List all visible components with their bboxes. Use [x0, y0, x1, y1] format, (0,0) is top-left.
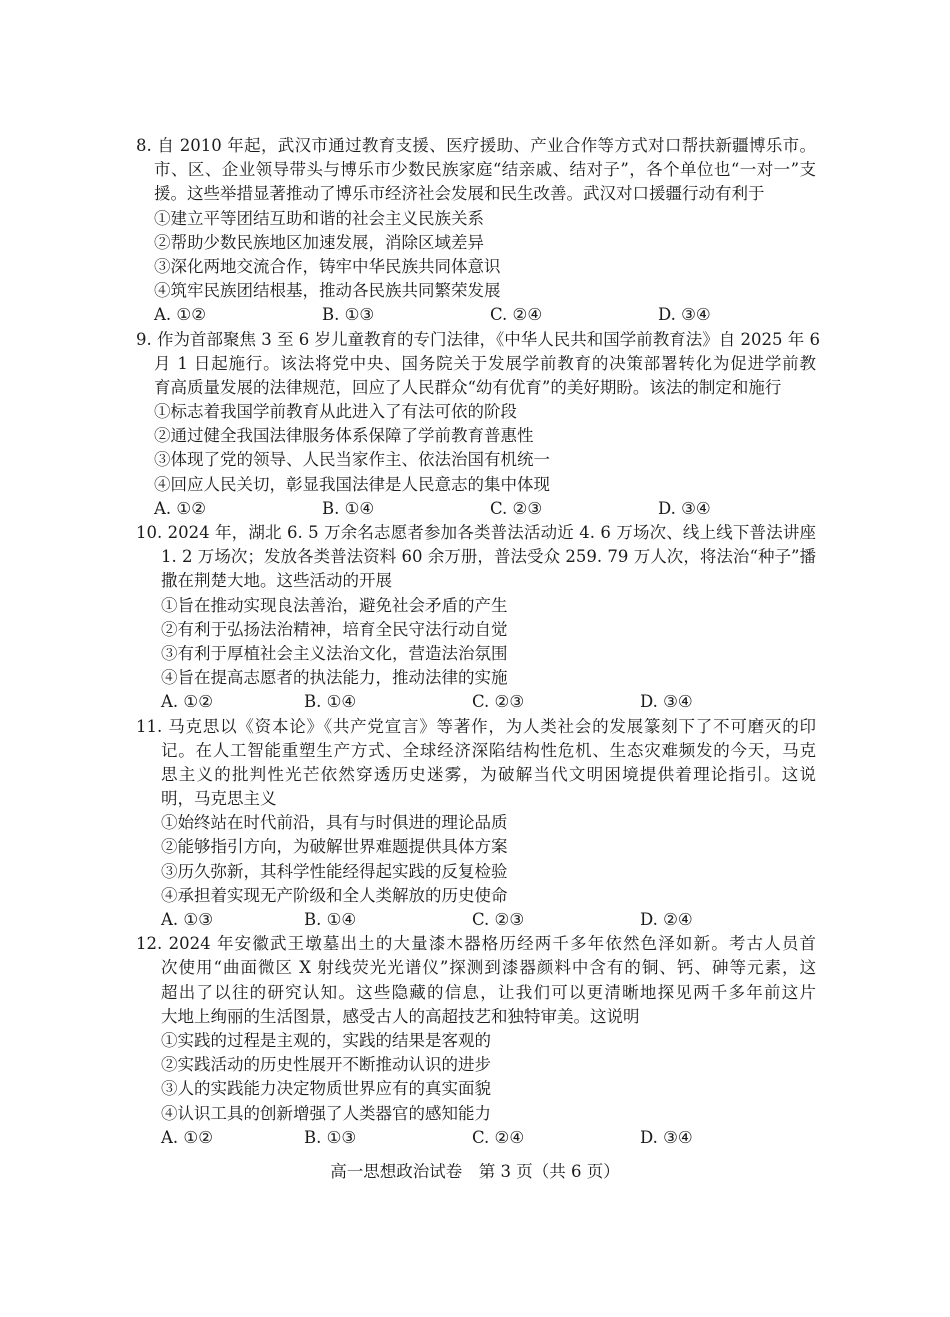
question-stem-line: 记。在人工智能重塑生产方式、全球经济深陷结构性危机、生态灾难频发的今天，马克 [161, 740, 816, 760]
statement-1: ①建立平等团结互助和谐的社会主义民族关系 [154, 208, 484, 228]
option-a[interactable]: A. ①② [161, 1127, 213, 1147]
option-c[interactable]: C. ②④ [490, 305, 543, 325]
statement-1: ①实践的过程是主观的，实践的结果是客观的 [161, 1030, 491, 1050]
statement-2: ②实践活动的历史性展开不断推动认识的进步 [161, 1055, 491, 1075]
answer-options [136, 908, 816, 932]
question-stem-line: 超出了以往的研究认知。这些隐藏的信息，让我们可以更清晰地探见两千多年前这片 [161, 982, 816, 1002]
statement-1: ①标志着我国学前教育从此进入了有法可依的阶段 [154, 402, 517, 422]
answer-options [136, 303, 816, 327]
question-11 [136, 715, 816, 933]
statement-4: ④承担着实现无产阶级和全人类解放的历史使命 [161, 885, 508, 905]
statement-4: ④筑牢民族团结根基，推动各民族共同繁荣发展 [154, 281, 501, 301]
option-c[interactable]: C. ②③ [472, 910, 525, 929]
question-stem-line: 撒在荆楚大地。这些活动的开展 [161, 571, 392, 591]
statement-4: ④旨在提高志愿者的执法能力，推动法律的实施 [161, 668, 508, 688]
statement-3: ③有利于厚植社会主义法治文化，营造法治氛围 [161, 643, 508, 663]
question-stem-line: 10. 2024 年，湖北 6. 5 万余名志愿者参加各类普法活动近 4. 6 万场次、线上线下普法讲座 [136, 523, 816, 542]
question-stem-line: 大地上绚丽的生活图景，感受古人的高超技艺和独特审美。这说明 [161, 1006, 640, 1026]
page-footer: 高一思想政治试卷 第 3 页（共 6 页） [330, 1162, 620, 1181]
question-stem-line: 月 1 日起施行。该法将党中央、国务院关于发展学前教育的决策部署转化为促进学前教 [154, 353, 816, 373]
question-stem-line: 思主义的批判性光芒依然穿透历史迷雾，为破解当代文明困境提供着理论指引。这说 [161, 764, 816, 784]
option-c[interactable]: C. ②③ [490, 498, 543, 518]
question-stem-line: 1. 2 万场次；发放各类普法资料 60 余万册，普法受众 259. 79 万人次，将法治“种子”播 [161, 547, 816, 567]
question-stem-line: 市、区、企业领导带头与博乐市少数民族家庭“结亲戚、结对子”，各个单位也“一对一”支 [154, 160, 816, 180]
statement-2: ②帮助少数民族地区加速发展，消除区域差异 [154, 232, 484, 252]
option-b[interactable]: B. ①③ [304, 1127, 357, 1147]
statement-1: ①旨在推动实现良法善治，避免社会矛盾的产生 [161, 595, 508, 615]
option-c[interactable]: C. ②④ [472, 1127, 525, 1147]
statement-2: ②通过健全我国法律服务体系保障了学前教育普惠性 [154, 426, 534, 446]
answer-options [136, 690, 816, 714]
option-b[interactable]: B. ①④ [304, 910, 357, 929]
answer-options [136, 1126, 816, 1150]
option-d[interactable]: D. ③④ [640, 692, 693, 712]
option-b[interactable]: B. ①④ [322, 498, 375, 518]
statement-4: ④认识工具的创新增强了人类器官的感知能力 [161, 1103, 491, 1123]
option-a[interactable]: A. ①③ [161, 910, 213, 929]
statement-3: ③深化两地交流合作，铸牢中华民族共同体意识 [154, 256, 501, 276]
statement-3: ③体现了党的领导、人民当家作主、依法治国有机统一 [154, 450, 550, 470]
statement-3: ③人的实践能力决定物质世界应有的真实面貌 [161, 1079, 491, 1099]
statement-2: ②有利于弘扬法治精神，培育全民守法行动自觉 [161, 619, 508, 639]
option-a[interactable]: A. ①② [154, 498, 206, 518]
answer-options [136, 497, 816, 521]
option-a[interactable]: A. ①② [154, 305, 206, 325]
question-stem-line: 8. 自 2010 年起，武汉市通过教育支援、医疗援助、产业合作等方式对口帮扶新疆博乐市。 [136, 136, 816, 155]
question-9 [136, 328, 820, 522]
question-stem-line: 明，马克思主义 [161, 789, 277, 809]
question-stem-line: 次使用“曲面微区 X 射线荧光光谱仪”探测到漆器颜料中含有的铜、钙、砷等元素，这 [161, 958, 816, 978]
question-stem-line: 11. 马克思以《资本论》《共产党宣言》等著作，为人类社会的发展篆刻下了不可磨灭的印 [136, 716, 816, 736]
statement-1: ①始终站在时代前沿，具有与时俱进的理论品质 [161, 813, 508, 833]
option-d[interactable]: D. ③④ [658, 498, 711, 518]
question-list [136, 134, 820, 1150]
option-d[interactable]: D. ③④ [640, 1127, 693, 1147]
question-stem-line: 育高质量发展的法律规范，回应了人民群众“幼有优育”的美好期盼。该法的制定和施行 [154, 377, 782, 397]
option-d[interactable]: D. ②④ [640, 910, 693, 929]
option-c[interactable]: C. ②③ [472, 692, 525, 712]
option-a[interactable]: A. ①② [161, 692, 213, 712]
statement-4: ④回应人民关切，彰显我国法律是人民意志的集中体现 [154, 474, 550, 494]
question-8 [136, 134, 816, 328]
question-stem-line: 9. 作为首部聚焦 3 至 6 岁儿童教育的专门法律，《中华人民共和国学前教育法》自 2025 年 6 [136, 329, 820, 349]
option-d[interactable]: D. ③④ [658, 305, 711, 325]
statement-3: ③历久弥新，其科学性能经得起实践的反复检验 [161, 861, 508, 881]
statement-2: ②能够指引方向，为破解世界难题提供具体方案 [161, 837, 508, 857]
option-b[interactable]: B. ①③ [322, 305, 375, 325]
question-stem-line: 12. 2024 年安徽武王墩墓出土的大量漆木器格历经两千多年依然色泽如新。考古人员首 [136, 934, 816, 954]
question-12 [136, 932, 816, 1150]
option-b[interactable]: B. ①④ [304, 692, 357, 712]
question-stem-line: 援。这些举措显著推动了博乐市经济社会发展和民生改善。武汉对口援疆行动有利于 [154, 184, 765, 204]
question-10 [136, 521, 816, 715]
